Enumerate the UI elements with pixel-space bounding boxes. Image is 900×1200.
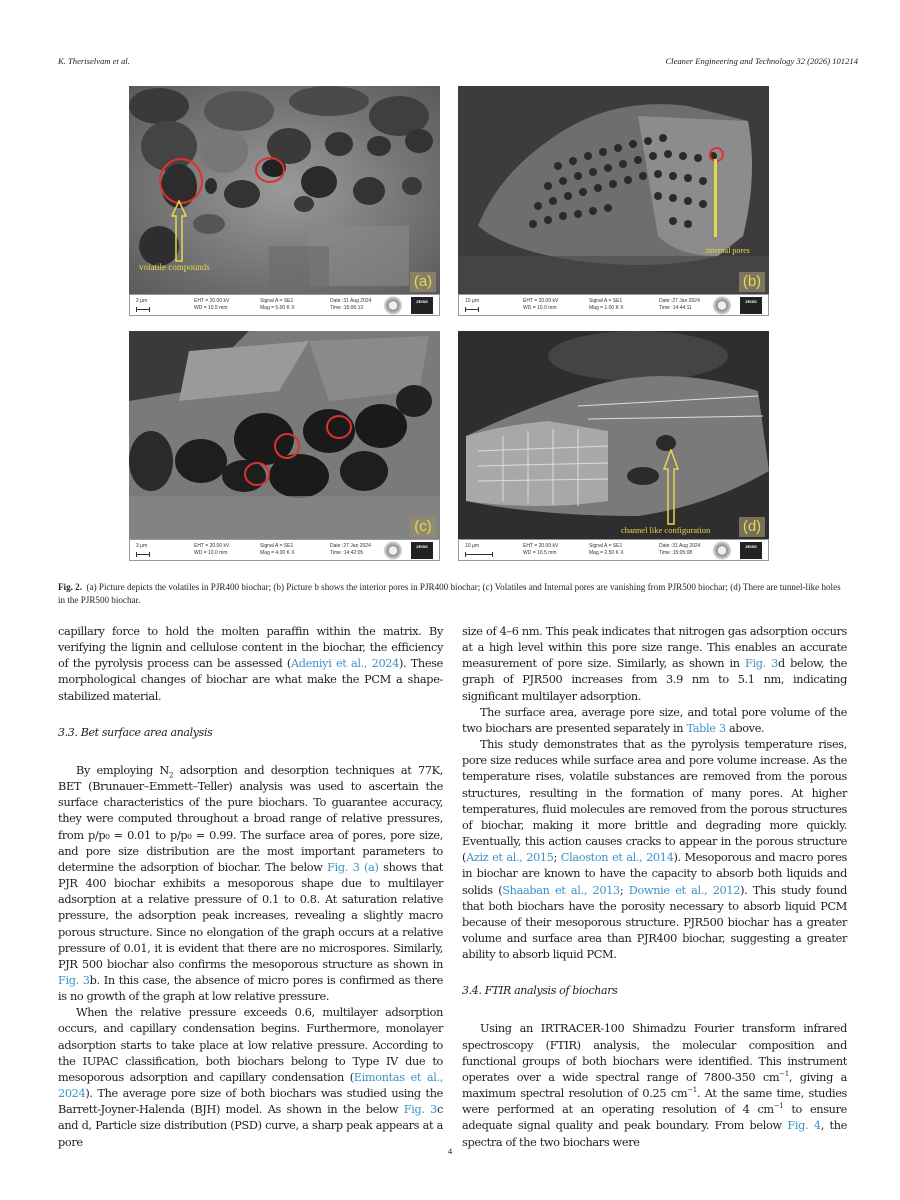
scale-label: 2 μm (136, 298, 148, 304)
running-head-authors: K. Theriselvam et al. (58, 56, 130, 66)
highlight-circle (159, 158, 203, 204)
scale-label: 3 μm (136, 543, 148, 549)
eht-label: EHT = 20.00 kV WD = 10.0 mm (523, 298, 559, 311)
highlight-circle (326, 415, 352, 439)
panel-label-b: (b) (739, 272, 765, 292)
highlight-circle (274, 433, 300, 459)
paragraph: By employing $N_2$ adsorption and desorption techniques at 77K, BET (Brunauer–Emmett–Teller) analysis was used to ascertain the surface characteristics of the pure biochars. To guarantee accuracy, they were computed throughout a broad range of relative pressures, from p/p₀ = 0.01 to p/p₀ = 0.99. The surface area of pores, pore size, and pore size distribution are the most important parameters to determine the adsorption of biochar. The below Fig. 3 (a) shows that PJR 400 biochar exhibits a mesoporous shape due to multilayer adsorption at a relative pressure of 0.1 to 0.8. At saturation relative pressure, the adsorption peak increases, revealing a slightly macro porous structure. Since no elongation of the graph occurs at a relative pressure of 0.01, it is evident that there are no microspores. Similarly, PJR 500 biochar also confirms the mesoporous structure as shown in Fig. 3b. In this case, the absence of micro pores is confirmed as there is no growth of the graph at low relative pressure. (58, 763, 444, 1004)
figure-link[interactable]: Fig. 3 (a) (327, 860, 379, 874)
sem-info-bar (129, 294, 440, 316)
paragraph: The surface area, average pore size, and total pore volume of the two biochars are presented separately in Table 3 above. (462, 705, 847, 735)
date-label: Date :31 Aug 2024 Time :15:06:13 (330, 298, 372, 311)
left-column (58, 624, 443, 1151)
signal-label: Signal A = SE1 Mag = 1.00 K X (589, 298, 624, 311)
figure-link[interactable]: Fig. 4 (787, 1119, 821, 1133)
paragraph: capillary force to hold the molten paraffin within the matrix. By verifying the lignin and cellulose content in the biochar, the efficiency of the pyrolysis process can be assessed (Adeniyi et al., 2024). These morphological changes of biochar are what make the PCM a shape-stabilized material. (58, 625, 443, 703)
section-heading-3-4: 3.4. FTIR analysis of biochars (462, 984, 618, 998)
citation-link[interactable]: Claoston et al., 2014 (560, 851, 674, 865)
scale-bar (465, 552, 493, 557)
citation-link[interactable]: Aziz et al., 2015 (466, 851, 554, 865)
figure-caption-label: Fig. 2. (58, 582, 82, 592)
sem-panel-a (129, 86, 440, 316)
zeiss-logo: ZEISS (411, 297, 433, 314)
sem-image-b (458, 86, 769, 294)
eht-label: EHT = 20.00 kV WD = 10.5 mm (194, 298, 230, 311)
date-label: Date :31 Aug 2024 Time :15:05:08 (659, 543, 701, 556)
section-heading-3-3: 3.3. Bet surface area analysis (58, 725, 213, 739)
institution-logo-icon (712, 541, 732, 560)
panel-label-c: (c) (410, 517, 436, 537)
citation-link[interactable]: Adeniyi et al., 2024 (290, 657, 399, 671)
zeiss-logo: ZEISS (740, 297, 762, 314)
scale-label: 10 μm (465, 543, 479, 549)
eht-label: EHT = 20.00 kV WD = 10.5 mm (523, 543, 559, 556)
zeiss-logo: ZEISS (740, 542, 762, 559)
citation-link[interactable]: Downie et al., 2012 (628, 883, 741, 897)
signal-label: Signal A = SE1 Mag = 5.00 K X (260, 298, 295, 311)
signal-label: Signal A = SE1 Mag = 2.50 K X (589, 543, 624, 556)
page-number: 4 (447, 1146, 453, 1156)
citation-link[interactable]: Eimontas et al., 2024 (58, 1070, 443, 1101)
sem-image-c (129, 331, 440, 539)
date-label: Date :27 Jan 2024 Time :14:44:11 (659, 298, 700, 311)
annotation-volatile-compounds: volatile compounds (139, 262, 210, 272)
paragraph: size of 4–6 nm. This peak indicates that nitrogen gas adsorption occurs at a high level within this pore size range. This enables an accurate measurement of pore size. Similarly, as shown in Fig. 3d below, the graph of PJR500 increases from 3.9 nm to 5.1 nm, indicating significant multilayer adsorption. (462, 625, 848, 703)
highlight-circle (255, 157, 285, 183)
figure-link[interactable]: Fig. 3 (744, 657, 778, 671)
zeiss-logo: ZEISS (411, 542, 433, 559)
sem-panel-c (129, 331, 440, 561)
sem-info-bar (129, 539, 440, 561)
sem-info-bar (458, 294, 769, 316)
sem-image-a (129, 86, 440, 294)
paragraph: Using an IRTRACER-100 Shimadzu Fourier transform infrared spectroscopy (FTIR) analysis, the molecular composition and functional groups of both biochars were identified. This instrument operates over a wide spectral range of 7800-350 $cm^{-1}$, giving a maximum spectral resolution of 0.25 $cm^{-1}$. At the same time, studies were performed at an operating resolution of 4 $cm^{-1}$ to ensure adequate signal quality and peak boundary. From below Fig. 4, the spectra of the two biochars were (462, 1022, 848, 1149)
figure-caption (58, 581, 848, 607)
institution-logo-icon (383, 296, 403, 315)
panel-label-d: (d) (739, 517, 765, 537)
sem-image-d (458, 331, 769, 539)
institution-logo-icon (383, 541, 403, 560)
signal-label: Signal A = SE1 Mag = 4.00 K X (260, 543, 295, 556)
scale-label: 10 μm (465, 298, 479, 304)
figure-link[interactable]: Fig. 3 (403, 1103, 438, 1117)
scale-bar (136, 307, 150, 312)
scale-bar (465, 307, 479, 312)
citation-link[interactable]: Shaaban et al., 2013 (502, 883, 620, 897)
eht-label: EHT = 20.00 kV WD = 10.0 mm (194, 543, 230, 556)
panel-label-a: (a) (410, 272, 436, 292)
figure-link[interactable]: Fig. 3 (58, 973, 90, 987)
paragraph: This study demonstrates that as the pyrolysis temperature rises, pore size reduces while surface area and pore volume increase. As the temperature rises, volatile substances are removed from the porous structures, resulting in the formation of many pores. At higher temperatures, fluid molecules are removed from the porous structures of biochar, making it more brittle and degrading more quickly. Eventually, this action causes cracks to appear in the porous structure (Aziz et al., 2015; Claoston et al., 2014). Mesoporous and macro pores in biochar are known to have the capacity to absorb both liquids and solids (Shaaban et al., 2013; Downie et al., 2012). This study found that both biochars have the porosity necessary to absorb liquid PCM because of their mesoporous structure. PJR500 biochar has a greater volume and surface area than PJR400 biochar, suggesting a greater ability to absorb liquid PCM. (462, 738, 847, 962)
sem-panel-b (458, 86, 769, 316)
institution-logo-icon (712, 296, 732, 315)
annotation-internal-pores: internal pores (706, 246, 750, 255)
paragraph: When the relative pressure exceeds 0.6, multilayer adsorption occurs, and capillary condensation begins. Furthermore, monolayer adsorption starts to take place at low relative pressure. According to the IUPAC classification, both biochars belong to Type IV due to mesoporous adsorption and capillary condensation (Eimontas et al., 2024). The average pore size of both biochars was studied using the Barrett-Joyner-Halenda (BJH) model. As shown in the below Fig. 3c and d, Particle size distribution (PSD) curve, a sharp peak appears at a pore (58, 1006, 443, 1149)
pointer-line (714, 159, 717, 237)
arrow-up-icon (171, 200, 187, 262)
annotation-channel-like-configuration: channel like configuration (621, 525, 711, 535)
table-link[interactable]: Table 3 (686, 721, 726, 735)
right-column (462, 624, 847, 1151)
arrow-up-icon (663, 449, 679, 525)
sem-panel-d (458, 331, 769, 561)
date-label: Date :27 Jan 2024 Time :14:42:05 (330, 543, 371, 556)
scale-bar (136, 552, 150, 557)
highlight-circle (244, 462, 270, 486)
figure-caption-text: (a) Picture depicts the volatiles in PJR400 biochar; (b) Picture b shows the interior pores in PJR400 biochar; (c) Volatiles and Internal pores are vanishing from PJR500 biochar; (d) There are tunnel-like holes in the PJR500 biochar. (58, 582, 841, 605)
sem-info-bar (458, 539, 769, 561)
running-head-journal: Cleaner Engineering and Technology 32 (2026) 101214 (665, 56, 858, 66)
